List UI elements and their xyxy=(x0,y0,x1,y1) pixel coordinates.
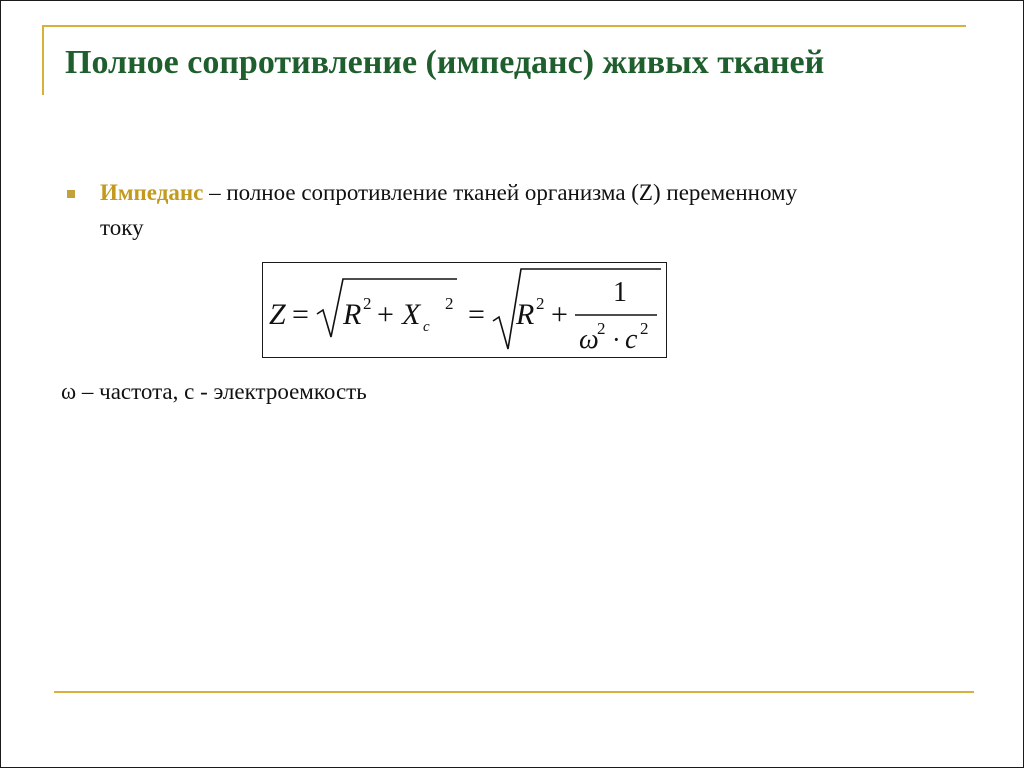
bottom-accent-rule xyxy=(54,691,974,693)
impedance-formula xyxy=(262,262,667,358)
top-accent-rule xyxy=(42,25,966,27)
definition-text xyxy=(100,175,820,245)
formula-r-2: R xyxy=(516,298,535,331)
formula-exp-x: 2 xyxy=(445,294,454,313)
formula-exp-omega: 2 xyxy=(597,319,606,338)
variables-note: ω – частота, с - электроемкость xyxy=(61,379,367,404)
formula-sub-c: c xyxy=(423,319,430,335)
definition-term: Импеданс xyxy=(100,180,204,205)
formula-equals-1: = xyxy=(292,298,309,331)
formula-exp-r-2: 2 xyxy=(536,294,545,313)
formula-exp-r-1: 2 xyxy=(363,294,372,313)
formula-r-1: R xyxy=(343,298,362,331)
formula-exp-c: 2 xyxy=(640,319,649,338)
square-bullet-icon xyxy=(67,190,75,198)
formula-plus-1: + xyxy=(377,298,394,331)
formula-c: c xyxy=(625,324,638,355)
formula-plus-2: + xyxy=(551,298,568,331)
formula-x: X xyxy=(402,298,421,331)
formula-z: Z xyxy=(269,298,286,331)
formula-graphic xyxy=(263,263,668,359)
definition-body: – полное сопротивление тканей организма (Z) переменному току xyxy=(100,180,798,240)
formula-cdot: · xyxy=(612,325,621,354)
slide-title: Полное сопротивление (импеданс) живых тканей xyxy=(65,44,825,81)
formula-numerator: 1 xyxy=(613,277,627,308)
left-accent-rule xyxy=(42,25,44,95)
formula-omega: ω xyxy=(579,324,599,355)
formula-equals-2: = xyxy=(468,298,485,331)
